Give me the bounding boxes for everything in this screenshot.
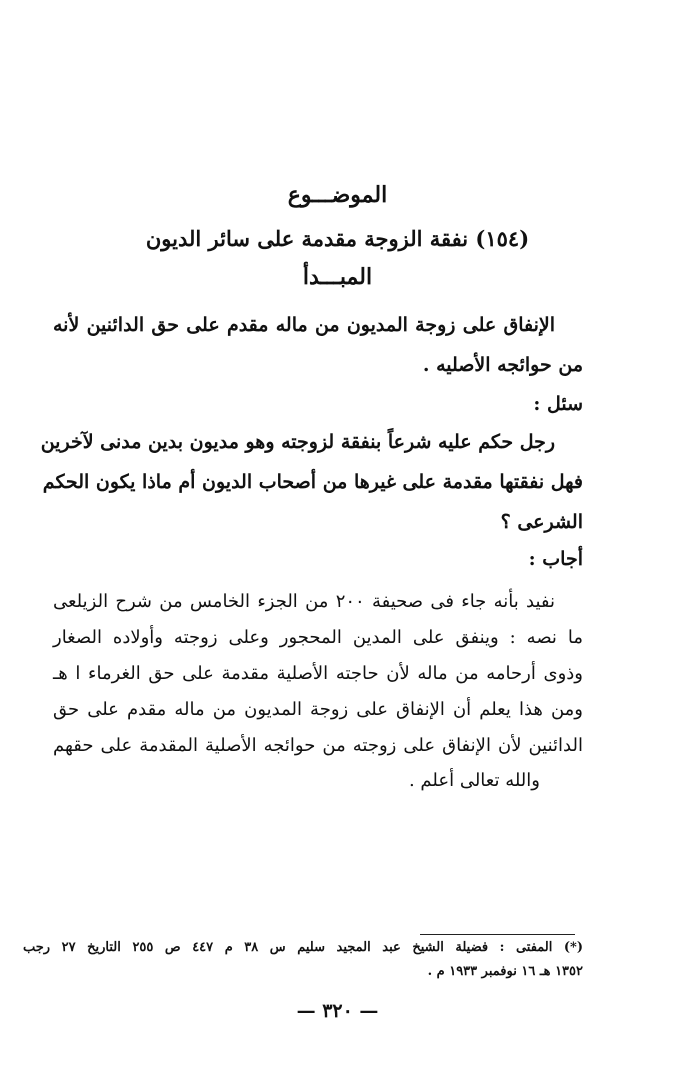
question-line: الشرعى ؟ [500,511,583,533]
principle-paragraph [53,305,583,385]
answer-line: الدائنين لأن الإنفاق على زوجته من حوائجه الأصلية المقدمة على حقهم [53,735,583,756]
principle-heading: المبـــدأ [302,264,373,290]
page-number: — ٣٢٠ — [296,1000,379,1022]
fatwa-title: (١٥٤) نفقة الزوجة مقدمة على سائر الديون [145,226,530,251]
answer-line: ما نصه : وينفق على المدين المحجور وعلى زوجته وأولاده الصغار [53,627,584,648]
answer-line: وذوى أرحامه من ماله لأن حاجته الأصلية مقدمة على حق الغرماء ا هـ [53,663,583,684]
question-paragraph [40,422,583,542]
answer-paragraph [53,584,583,764]
footnote-line: ١٣٥٢ هـ ١٦ نوفمبر ١٩٣٣ م . [427,964,583,979]
principle-line: الإنفاق على زوجة المديون من ماله مقدم على حق الدائنين لأنه [53,314,555,336]
footnote-divider [420,934,575,935]
question-label: سئل : [533,393,583,415]
topic-heading: الموضـــوع [287,182,388,208]
closing-formula: والله تعالى أعلم . [408,770,540,791]
principle-line: من حوائجه الأصليه . [422,354,583,376]
answer-line: ومن هذا يعلم أن الإنفاق على زوجة المديون من ماله مقدم على حق [53,699,583,720]
question-line: رجل حكم عليه شرعاً بنفقة لزوجته وهو مديون بدين مدنى لآخرين [40,431,555,453]
question-line: فهل نفقتها مقدمة على غيرها من أصحاب الديون أم ماذا يكون الحكم [42,471,583,493]
footnote [23,936,583,984]
answer-line: نفيد بأنه جاء فى صحيفة ٢٠٠ من الجزء الخامس من شرح الزيلعى [53,591,555,612]
answer-label: أجاب : [528,548,583,570]
footnote-line: (*) المفتى : فضيلة الشيخ عبد المجيد سليم س ٣٨ م ٤٤٧ ص ٢٥٥ التاريخ ٢٧ رجب [23,940,584,955]
